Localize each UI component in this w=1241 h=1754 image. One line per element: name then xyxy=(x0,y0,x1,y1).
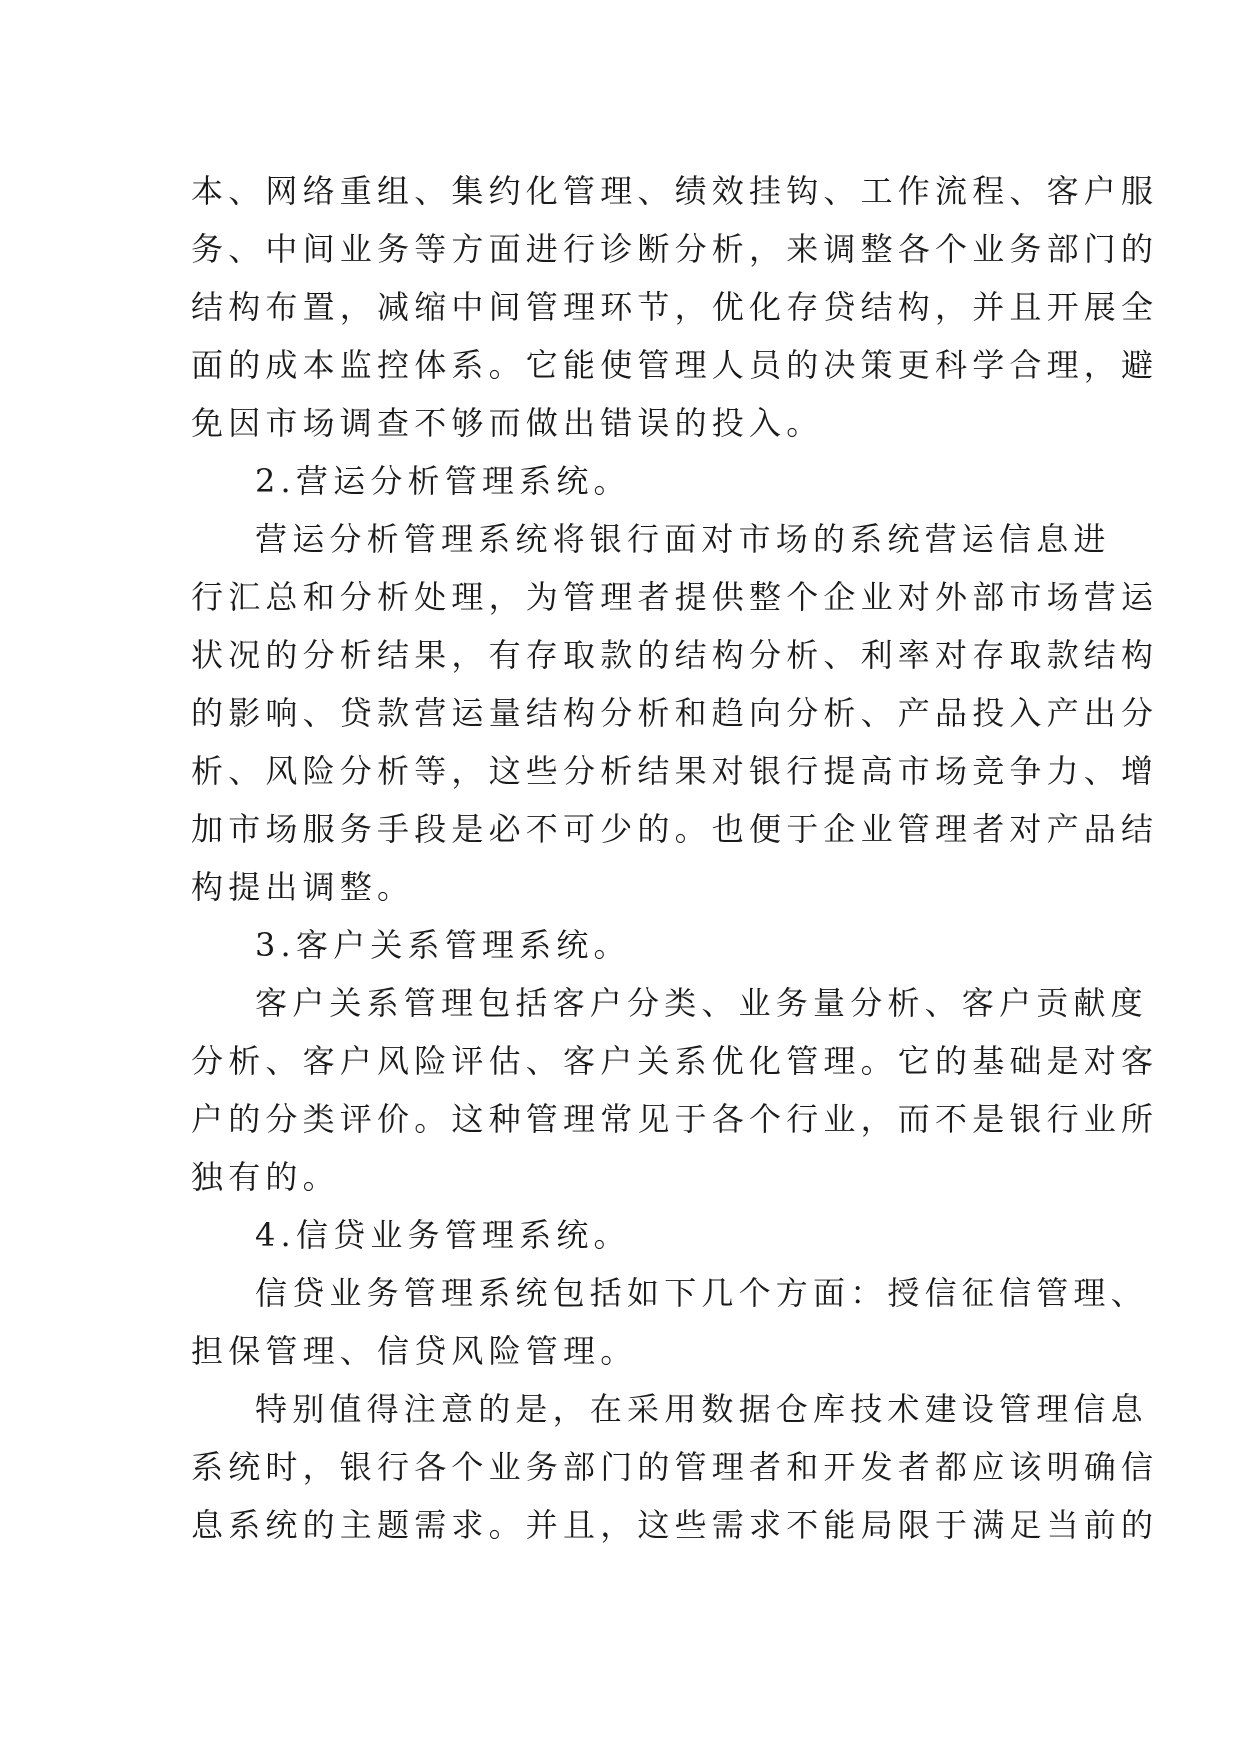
text-line: 系统时，银行各个业务部门的管理者和开发者都应该明确信 xyxy=(191,1448,1159,1486)
paragraph-first-line: 2.营运分析管理系统。 xyxy=(255,462,631,500)
paragraph-first-line: 客户关系管理包括客户分类、业务量分析、客户贡献度 xyxy=(255,984,1148,1022)
paragraph-first-line: 4.信贷业务管理系统。 xyxy=(255,1216,631,1254)
text-line: 行汇总和分析处理，为管理者提供整个企业对外部市场营运 xyxy=(191,578,1159,616)
paragraph-first-line: 营运分析管理系统将银行面对市场的系统营运信息进 xyxy=(255,520,1111,558)
text-line: 独有的。 xyxy=(191,1158,340,1196)
text-line: 面的成本监控体系。它能使管理人员的决策更科学合理，避 xyxy=(191,346,1159,384)
text-line: 构提出调整。 xyxy=(191,868,415,906)
text-line: 息系统的主题需求。并且，这些需求不能局限于满足当前的 xyxy=(191,1506,1159,1544)
text-line: 的影响、贷款营运量结构分析和趋向分析、产品投入产出分 xyxy=(191,694,1159,732)
text-line: 状况的分析结果，有存取款的结构分析、利率对存取款结构 xyxy=(191,636,1159,674)
text-line: 加市场服务手段是必不可少的。也便于企业管理者对产品结 xyxy=(191,810,1159,848)
text-line: 本、网络重组、集约化管理、绩效挂钩、工作流程、客户服 xyxy=(191,172,1159,210)
text-line: 析、风险分析等，这些分析结果对银行提高市场竞争力、增 xyxy=(191,752,1159,790)
paragraph-first-line: 3.客户关系管理系统。 xyxy=(255,926,631,964)
paragraph-first-line: 特别值得注意的是，在采用数据仓库技术建设管理信息 xyxy=(255,1390,1148,1428)
text-line: 担保管理、信贷风险管理。 xyxy=(191,1332,638,1370)
text-line: 免因市场调查不够而做出错误的投入。 xyxy=(191,404,824,442)
body-text xyxy=(191,162,1159,1554)
text-line: 户的分类评价。这种管理常见于各个行业，而不是银行业所 xyxy=(191,1100,1159,1138)
text-line: 结构布置，减缩中间管理环节，优化存贷结构，并且开展全 xyxy=(191,288,1159,326)
text-line: 务、中间业务等方面进行诊断分析，来调整各个业务部门的 xyxy=(191,230,1159,268)
text-line: 分析、客户风险评估、客户关系优化管理。它的基础是对客 xyxy=(191,1042,1159,1080)
paragraph-first-line: 信贷业务管理系统包括如下几个方面：授信征信管理、 xyxy=(255,1274,1148,1312)
